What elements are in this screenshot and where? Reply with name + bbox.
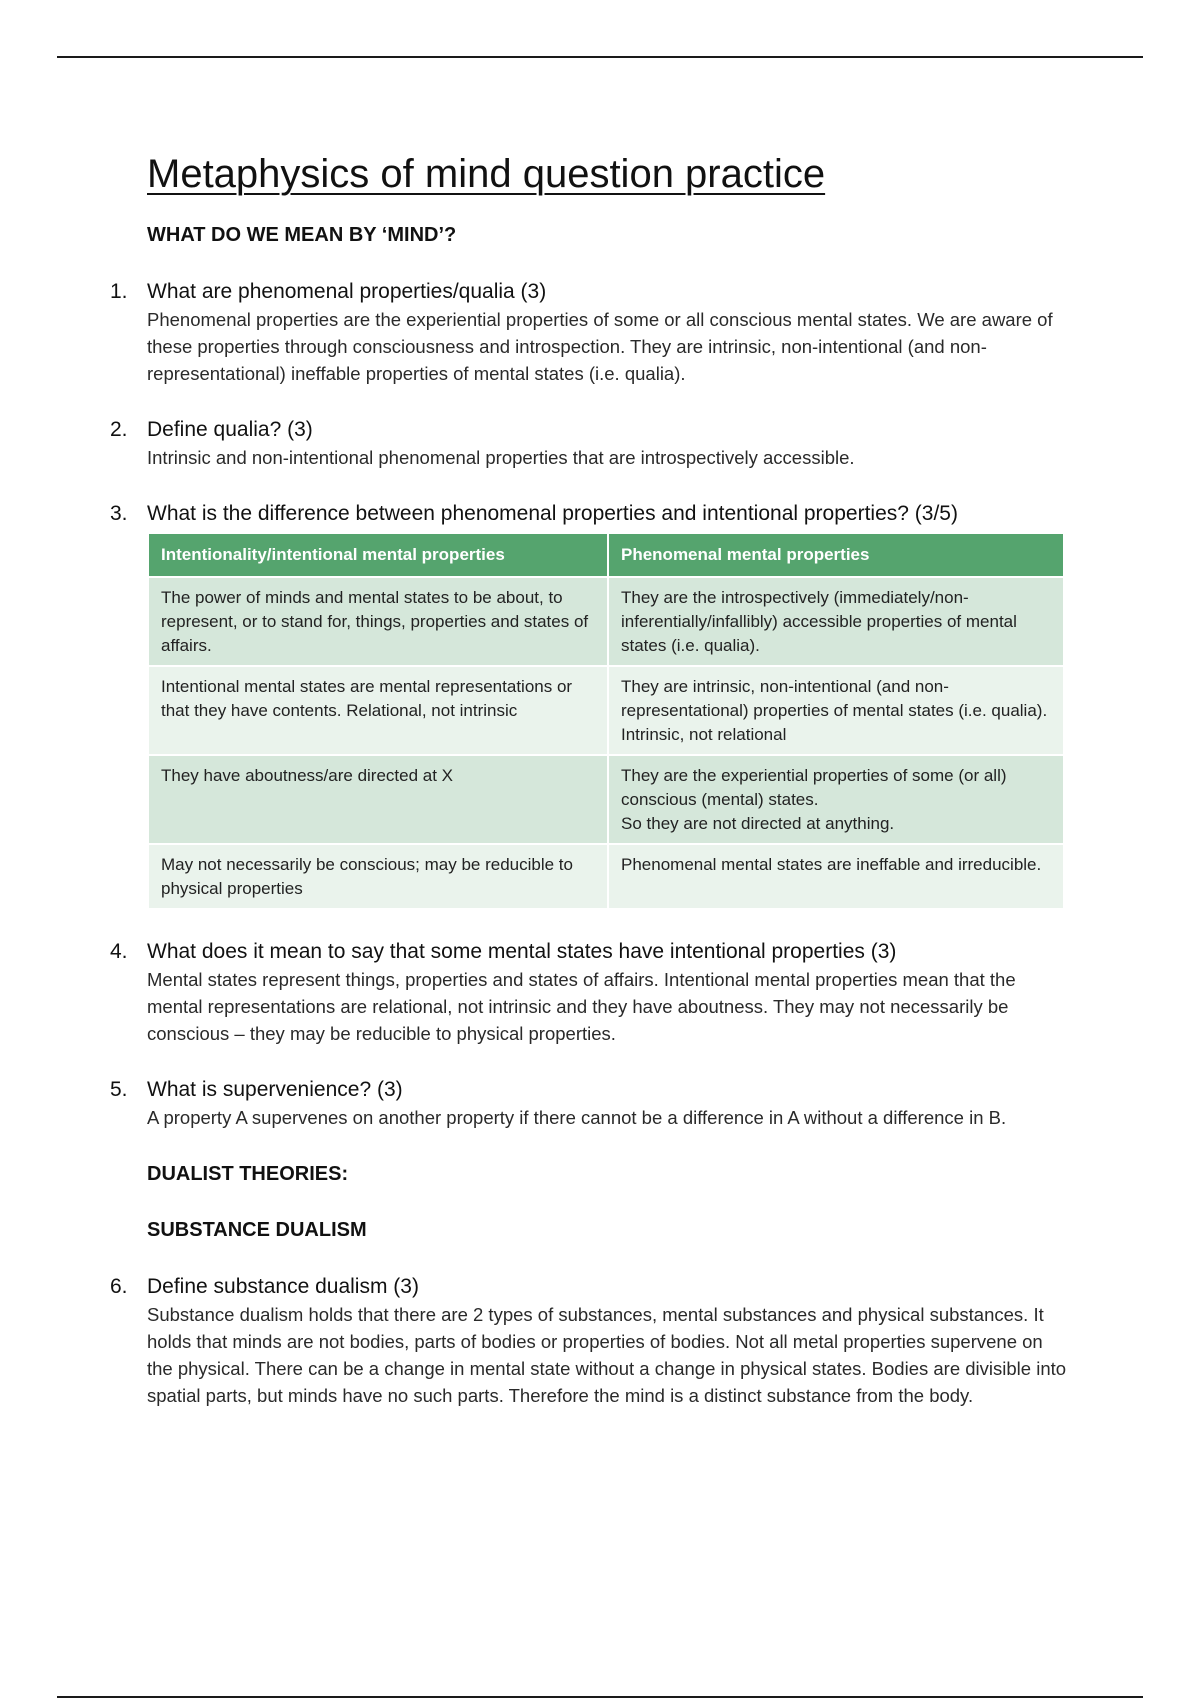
question-number: 1.	[110, 280, 128, 303]
answer-text: Substance dualism holds that there are 2 types of substances, mental substances and physical substances. It holds that minds are not bodies, parts of bodies or properties of bodies. Not all metal properties supervene on the physical. There can be a change in mental state without a change in physical states. Bodies are divisible into spatial parts, but minds have no such parts. Therefore the mind is a distinct substance from the body.	[147, 1304, 1067, 1406]
section-heading-mind: WHAT DO WE MEAN BY ‘MIND’?	[147, 224, 457, 246]
table-row	[149, 755, 1064, 844]
table-header-intentional: Intentionality/intentional mental properties	[149, 534, 608, 577]
answer-text: Phenomenal properties are the experiential properties of some or all conscious mental states. We are aware of these properties through consciousness and introspection. They are intrinsic, non-intentional (and non-representational) ineffable properties of mental states (i.e. qualia).	[147, 309, 1053, 384]
question-text: What is the difference between phenomenal properties and intentional properties? (3/5)	[147, 502, 958, 525]
question-text: What does it mean to say that some mental states have intentional properties (3)	[147, 940, 897, 963]
question-text: Define substance dualism (3)	[147, 1275, 419, 1298]
table-header-phenomenal: Phenomenal mental properties	[608, 534, 1064, 577]
table-cell: May not necessarily be conscious; may be reducible to physical properties	[149, 844, 608, 908]
table-header-row	[149, 534, 1064, 577]
table-cell: The power of minds and mental states to be about, to represent, or to stand for, things, properties and states of affairs.	[149, 577, 608, 666]
question-1	[110, 278, 1067, 387]
question-number: 6.	[110, 1275, 128, 1298]
section-heading-substance-dualism: SUBSTANCE DUALISM	[147, 1219, 367, 1241]
table-row	[149, 666, 1064, 755]
table-cell: They are the experiential properties of some (or all) conscious (mental) states. So they are not directed at anything.	[608, 755, 1064, 844]
answer-text: Intrinsic and non-intentional phenomenal properties that are introspectively accessible.	[147, 447, 855, 468]
document-page	[110, 148, 1067, 1409]
table-row	[149, 577, 1064, 666]
answer-text: A property A supervenes on another property if there cannot be a difference in A without a difference in B.	[147, 1107, 1007, 1128]
table-cell: They are intrinsic, non-intentional (and non-representational) properties of mental states (i.e. qualia). Intrinsic, not relational	[608, 666, 1064, 755]
question-5	[110, 1076, 1067, 1131]
section-heading-dualist: DUALIST THEORIES:	[147, 1163, 349, 1185]
question-6	[110, 1273, 1067, 1409]
question-number: 5.	[110, 1078, 128, 1101]
question-4	[110, 938, 1067, 1047]
question-3	[110, 500, 1067, 908]
answer-text: Mental states represent things, properties and states of affairs. Intentional mental properties mean that the mental representations are relational, not intrinsic and they have aboutness. They may not necessarily be conscious – they may be reducible to physical properties.	[147, 969, 1016, 1044]
comparison-table	[149, 534, 1065, 908]
question-2	[110, 416, 1067, 471]
question-text: Define qualia? (3)	[147, 418, 313, 441]
table-cell: They are the introspectively (immediately/non-inferentially/infallibly) accessible properties of mental states (i.e. qualia).	[608, 577, 1064, 666]
question-text: What is supervenience? (3)	[147, 1078, 403, 1101]
question-number: 3.	[110, 502, 128, 525]
bottom-rule	[57, 1696, 1143, 1698]
question-number: 2.	[110, 418, 128, 441]
table-cell: Phenomenal mental states are ineffable and irreducible.	[608, 844, 1064, 908]
table-cell: They have aboutness/are directed at X	[149, 755, 608, 844]
top-rule	[57, 56, 1143, 58]
table-row	[149, 844, 1064, 908]
page-title: Metaphysics of mind question practice	[147, 152, 826, 196]
table-cell: Intentional mental states are mental representations or that they have contents. Relational, not intrinsic	[149, 666, 608, 755]
question-number: 4.	[110, 940, 128, 963]
question-text: What are phenomenal properties/qualia (3)	[147, 280, 547, 303]
